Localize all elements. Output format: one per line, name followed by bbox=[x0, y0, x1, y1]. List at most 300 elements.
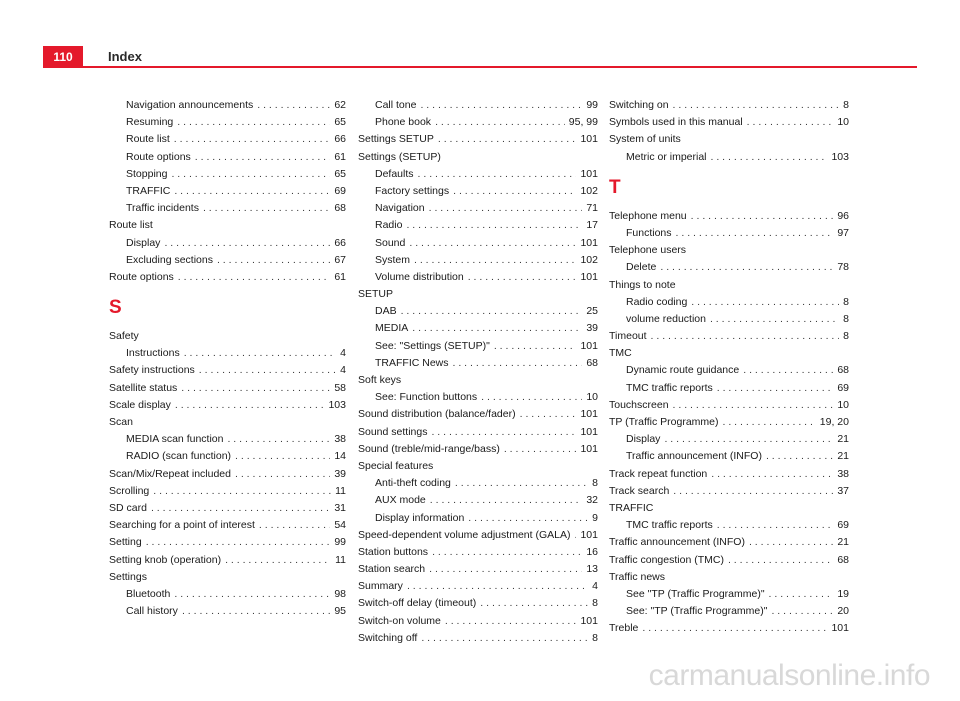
entry-page-ref: 97 bbox=[837, 226, 849, 239]
index-subentry bbox=[358, 303, 598, 320]
entry-label: Radio coding bbox=[626, 295, 688, 308]
entry-label: Timeout bbox=[609, 330, 647, 343]
index-subentry bbox=[109, 431, 346, 448]
index-subentry bbox=[358, 338, 598, 355]
index-column-2 bbox=[358, 97, 598, 647]
entry-page-ref: 37 bbox=[837, 484, 849, 497]
entry-label: Anti-theft coding bbox=[375, 477, 451, 490]
entry-page-ref: 101 bbox=[580, 236, 598, 249]
entry-label: Track repeat function bbox=[609, 467, 708, 480]
index-entry bbox=[358, 630, 598, 647]
dot-leader bbox=[723, 414, 816, 431]
entry-page-ref: 31 bbox=[334, 501, 346, 514]
entry-label: Traffic incidents bbox=[126, 202, 199, 215]
dot-leader bbox=[676, 225, 834, 242]
entry-label: Scale display bbox=[109, 398, 171, 411]
entry-page-ref: 95 bbox=[334, 605, 346, 618]
index-heading bbox=[609, 500, 849, 517]
section-letter-s: S bbox=[109, 297, 122, 319]
index-entry bbox=[109, 552, 346, 569]
dot-leader bbox=[453, 355, 583, 372]
entry-page-ref: 8 bbox=[592, 631, 598, 644]
dot-leader bbox=[660, 259, 833, 276]
entry-label: Delete bbox=[626, 261, 657, 274]
entry-label: Summary bbox=[358, 580, 403, 593]
entry-page-ref: 20 bbox=[837, 605, 849, 618]
dot-leader bbox=[504, 441, 577, 458]
dot-leader bbox=[574, 527, 576, 544]
entry-page-ref: 68 bbox=[837, 364, 849, 377]
entry-page-ref: 54 bbox=[334, 519, 346, 532]
dot-leader bbox=[747, 114, 834, 131]
index-heading bbox=[609, 131, 849, 148]
dot-leader bbox=[407, 578, 588, 595]
dot-leader bbox=[691, 208, 834, 225]
entry-page-ref: 103 bbox=[831, 150, 849, 163]
index-heading bbox=[109, 414, 346, 431]
entry-page-ref: 96 bbox=[837, 209, 849, 222]
entry-page-ref: 10 bbox=[586, 391, 598, 404]
index-heading bbox=[358, 372, 598, 389]
entry-label: TRAFFIC bbox=[609, 501, 654, 514]
index-subentry bbox=[609, 586, 849, 603]
dot-leader bbox=[184, 345, 336, 362]
entry-label: Settings (SETUP) bbox=[358, 150, 441, 163]
index-subentry bbox=[358, 389, 598, 406]
index-entry bbox=[609, 534, 849, 551]
dot-leader bbox=[717, 517, 834, 534]
dot-leader bbox=[673, 397, 834, 414]
dot-leader bbox=[691, 294, 839, 311]
index-heading bbox=[358, 149, 598, 166]
entry-page-ref: 21 bbox=[837, 450, 849, 463]
entry-label: Sound distribution (balance/fader) bbox=[358, 408, 516, 421]
entry-page-ref: 66 bbox=[334, 133, 346, 146]
index-subentry bbox=[109, 603, 346, 620]
dot-leader bbox=[432, 544, 582, 561]
entry-page-ref: 99 bbox=[586, 99, 598, 111]
entry-page-ref: 8 bbox=[592, 597, 598, 610]
index-entry bbox=[358, 561, 598, 578]
dot-leader bbox=[766, 448, 833, 465]
entry-page-ref: 8 bbox=[843, 330, 849, 343]
entry-label: Navigation bbox=[375, 202, 425, 215]
index-subentry bbox=[609, 294, 849, 311]
entry-label: Station buttons bbox=[358, 545, 429, 558]
entry-label: DAB bbox=[375, 305, 397, 318]
index-entry bbox=[609, 97, 849, 114]
entry-page-ref: 8 bbox=[843, 312, 849, 325]
dot-leader bbox=[642, 620, 827, 637]
dot-leader bbox=[430, 492, 583, 509]
entry-page-ref: 4 bbox=[340, 347, 346, 360]
entry-label: Station search bbox=[358, 563, 426, 576]
entry-label: Satellite status bbox=[109, 381, 178, 394]
entry-page-ref: 61 bbox=[334, 270, 346, 283]
dot-leader bbox=[728, 552, 833, 569]
index-subentry bbox=[358, 475, 598, 492]
entry-page-ref: 101 bbox=[580, 425, 598, 438]
index-entry bbox=[109, 397, 346, 414]
index-subentry bbox=[358, 269, 598, 286]
index-entry bbox=[358, 406, 598, 423]
entry-label: RADIO (scan function) bbox=[126, 450, 232, 463]
dot-leader bbox=[259, 517, 330, 534]
entry-label: System of units bbox=[609, 133, 681, 146]
index-entry bbox=[109, 534, 346, 551]
index-subentry bbox=[358, 510, 598, 527]
entry-label: volume reduction bbox=[626, 312, 706, 325]
entry-label: Telephone menu bbox=[609, 209, 687, 222]
entry-label: See: "Settings (SETUP)" bbox=[375, 339, 490, 352]
entry-page-ref: 78 bbox=[837, 261, 849, 274]
dot-leader bbox=[429, 561, 582, 578]
index-entry bbox=[358, 441, 598, 458]
entry-page-ref: 68 bbox=[837, 553, 849, 566]
dot-leader bbox=[710, 311, 839, 328]
dot-leader bbox=[438, 131, 577, 148]
entry-label: See: "TP (Traffic Programme)" bbox=[626, 605, 768, 618]
index-entry bbox=[609, 414, 849, 431]
entry-label: TRAFFIC bbox=[126, 184, 171, 197]
entry-label: Functions bbox=[626, 226, 672, 239]
entry-label: Settings SETUP bbox=[358, 133, 434, 146]
index-subentry bbox=[609, 225, 849, 242]
index-heading bbox=[109, 217, 346, 234]
index-entry bbox=[358, 131, 598, 148]
entry-page-ref: 62 bbox=[334, 99, 346, 111]
entry-label: MEDIA bbox=[375, 322, 409, 335]
dot-leader bbox=[153, 483, 331, 500]
entry-label: Setting knob (operation) bbox=[109, 553, 222, 566]
entry-page-ref: 101 bbox=[831, 622, 849, 635]
index-entry bbox=[609, 328, 849, 345]
index-subentry bbox=[109, 345, 346, 362]
index-entry bbox=[609, 208, 849, 225]
dot-leader bbox=[421, 630, 588, 647]
dot-leader bbox=[468, 510, 588, 527]
section-letter-t: T bbox=[609, 176, 621, 198]
entry-page-ref: 67 bbox=[334, 253, 346, 266]
index-entry bbox=[609, 397, 849, 414]
entry-page-ref: 58 bbox=[334, 381, 346, 394]
entry-label: SD card bbox=[109, 501, 147, 514]
index-subentry bbox=[109, 149, 346, 166]
entry-page-ref: 69 bbox=[837, 519, 849, 532]
index-subentry bbox=[358, 166, 598, 183]
entry-page-ref: 98 bbox=[334, 587, 346, 600]
dot-leader bbox=[406, 217, 582, 234]
index-entry bbox=[109, 362, 346, 379]
entry-label: TMC traffic reports bbox=[626, 519, 713, 532]
index-entry bbox=[609, 466, 849, 483]
dot-leader bbox=[664, 431, 833, 448]
entry-page-ref: 65 bbox=[334, 167, 346, 180]
dot-leader bbox=[195, 149, 331, 166]
index-entry bbox=[109, 380, 346, 397]
entry-label: Speed-dependent volume adjustment (GALA) bbox=[358, 528, 571, 541]
dot-leader bbox=[429, 200, 583, 217]
dot-leader bbox=[235, 448, 330, 465]
dot-leader bbox=[445, 613, 577, 630]
entry-page-ref: 68 bbox=[334, 202, 346, 215]
entry-page-ref: 95, 99 bbox=[568, 116, 598, 129]
dot-leader bbox=[455, 475, 588, 492]
entry-page-ref: 101 bbox=[580, 442, 598, 455]
entry-page-ref: 66 bbox=[334, 236, 346, 249]
page-title: Index bbox=[108, 49, 142, 64]
dot-leader bbox=[412, 320, 582, 337]
dot-leader bbox=[164, 235, 330, 252]
dot-leader bbox=[481, 389, 582, 406]
entry-label: Traffic announcement (INFO) bbox=[609, 536, 745, 549]
entry-label: Safety instructions bbox=[109, 364, 195, 377]
dot-leader bbox=[749, 534, 833, 551]
dot-leader bbox=[420, 97, 582, 114]
dot-leader bbox=[227, 431, 330, 448]
index-entry bbox=[358, 595, 598, 612]
entry-label: Things to note bbox=[609, 278, 676, 291]
dot-leader bbox=[181, 380, 330, 397]
entry-page-ref: 14 bbox=[334, 450, 346, 463]
entry-label: Defaults bbox=[375, 167, 414, 180]
dot-leader bbox=[409, 235, 576, 252]
entry-label: Radio bbox=[375, 219, 403, 232]
entry-page-ref: 4 bbox=[592, 580, 598, 593]
entry-label: Safety bbox=[109, 330, 139, 343]
entry-page-ref: 103 bbox=[328, 398, 346, 411]
entry-label: Switch-off delay (timeout) bbox=[358, 597, 477, 610]
index-subentry bbox=[109, 183, 346, 200]
index-subentry bbox=[358, 252, 598, 269]
index-subentry bbox=[109, 448, 346, 465]
entry-page-ref: 4 bbox=[340, 364, 346, 377]
index-heading bbox=[609, 569, 849, 586]
dot-leader bbox=[171, 166, 330, 183]
entry-label: TP (Traffic Programme) bbox=[609, 416, 719, 428]
dot-leader bbox=[203, 200, 330, 217]
dot-leader bbox=[174, 183, 330, 200]
index-subentry bbox=[609, 362, 849, 379]
index-subentry bbox=[109, 166, 346, 183]
entry-label: Volume distribution bbox=[375, 270, 464, 283]
dot-leader bbox=[711, 466, 833, 483]
dot-leader bbox=[435, 114, 565, 131]
entry-page-ref: 38 bbox=[837, 467, 849, 480]
entry-page-ref: 25 bbox=[586, 305, 598, 318]
entry-label: MEDIA scan function bbox=[126, 433, 224, 446]
index-subentry bbox=[609, 448, 849, 465]
entry-page-ref: 101 bbox=[580, 167, 598, 180]
index-subentry bbox=[109, 97, 346, 114]
dot-leader bbox=[178, 269, 331, 286]
entry-label: Sound bbox=[375, 236, 406, 249]
entry-label: Navigation announcements bbox=[126, 99, 254, 111]
index-subentry bbox=[109, 131, 346, 148]
index-entry bbox=[609, 483, 849, 500]
entry-page-ref: 39 bbox=[586, 322, 598, 335]
entry-label: Scan bbox=[109, 416, 133, 428]
entry-label: Excluding sections bbox=[126, 253, 213, 266]
entry-page-ref: 19, 20 bbox=[819, 416, 849, 428]
dot-leader bbox=[174, 586, 330, 603]
entry-label: Instructions bbox=[126, 347, 180, 360]
entry-label: Route list bbox=[109, 219, 153, 232]
watermark: carmanualsonline.info bbox=[648, 659, 930, 692]
index-entry bbox=[358, 578, 598, 595]
entry-label: TMC traffic reports bbox=[626, 381, 713, 394]
index-entry bbox=[109, 269, 346, 286]
entry-label: See "TP (Traffic Programme)" bbox=[626, 587, 765, 600]
entry-label: Scan/Mix/Repeat included bbox=[109, 467, 231, 480]
dot-leader bbox=[673, 483, 833, 500]
entry-label: Telephone users bbox=[609, 244, 687, 257]
entry-page-ref: 17 bbox=[586, 219, 598, 232]
index-subentry bbox=[358, 114, 598, 131]
index-subentry bbox=[358, 200, 598, 217]
index-entry bbox=[358, 527, 598, 544]
index-subentry bbox=[358, 492, 598, 509]
index-subentry bbox=[109, 235, 346, 252]
index-subentry bbox=[609, 431, 849, 448]
dot-leader bbox=[711, 149, 828, 166]
entry-page-ref: 11 bbox=[335, 484, 346, 497]
entry-label: Dynamic route guidance bbox=[626, 364, 740, 377]
index-entry bbox=[609, 114, 849, 131]
entry-label: Call history bbox=[126, 605, 178, 618]
entry-label: Track search bbox=[609, 484, 670, 497]
dot-leader bbox=[401, 303, 583, 320]
index-subentry bbox=[109, 586, 346, 603]
entry-page-ref: 19 bbox=[837, 587, 849, 600]
index-entry bbox=[609, 620, 849, 637]
entry-label: Special features bbox=[358, 459, 434, 472]
entry-page-ref: 8 bbox=[592, 477, 598, 490]
entry-label: SETUP bbox=[358, 288, 394, 301]
entry-page-ref: 9 bbox=[592, 511, 598, 524]
dot-leader bbox=[494, 338, 577, 355]
index-subentry bbox=[358, 355, 598, 372]
entry-page-ref: 101 bbox=[580, 408, 598, 421]
entry-label: Factory settings bbox=[375, 184, 450, 197]
dot-leader bbox=[177, 114, 330, 131]
dot-leader bbox=[480, 595, 588, 612]
entry-label: AUX mode bbox=[375, 494, 426, 507]
entry-page-ref: 101 bbox=[580, 614, 598, 627]
dot-leader bbox=[717, 380, 834, 397]
dot-leader bbox=[175, 397, 325, 414]
index-subentry bbox=[609, 311, 849, 328]
entry-label: Route list bbox=[126, 133, 170, 146]
entry-page-ref: 39 bbox=[334, 467, 346, 480]
dot-leader bbox=[182, 603, 330, 620]
index-subentry bbox=[609, 259, 849, 276]
entry-label: Switching off bbox=[358, 631, 418, 644]
entry-page-ref: 8 bbox=[843, 295, 849, 308]
index-subentry bbox=[109, 252, 346, 269]
entry-page-ref: 69 bbox=[837, 381, 849, 394]
dot-leader bbox=[235, 466, 330, 483]
index-subentry bbox=[609, 149, 849, 166]
entry-label: Switching on bbox=[609, 99, 669, 111]
index-entry bbox=[358, 613, 598, 630]
index-entry bbox=[358, 424, 598, 441]
entry-page-ref: 65 bbox=[334, 116, 346, 129]
entry-page-ref: 32 bbox=[586, 494, 598, 507]
entry-label: Display bbox=[126, 236, 161, 249]
dot-leader bbox=[414, 252, 576, 269]
entry-page-ref: 101 bbox=[580, 270, 598, 283]
index-subentry bbox=[109, 114, 346, 131]
dot-leader bbox=[673, 97, 840, 114]
index-column-3 bbox=[609, 97, 849, 637]
index-subentry bbox=[609, 603, 849, 620]
entry-label: Soft keys bbox=[358, 374, 402, 386]
entry-page-ref: 38 bbox=[334, 433, 346, 446]
entry-label: Display information bbox=[375, 511, 465, 524]
index-subentry bbox=[109, 200, 346, 217]
entry-page-ref: 101 bbox=[580, 528, 598, 541]
dot-leader bbox=[217, 252, 330, 269]
entry-page-ref: 71 bbox=[586, 202, 598, 215]
entry-page-ref: 21 bbox=[837, 536, 849, 549]
entry-page-ref: 61 bbox=[334, 150, 346, 163]
dot-leader bbox=[151, 500, 330, 517]
index-heading bbox=[609, 345, 849, 362]
dot-leader bbox=[174, 131, 331, 148]
dot-leader bbox=[199, 362, 336, 379]
entry-label: Setting bbox=[109, 536, 142, 549]
entry-label: Call tone bbox=[375, 99, 417, 111]
entry-page-ref: 99 bbox=[334, 536, 346, 549]
entry-page-ref: 10 bbox=[837, 398, 849, 411]
index-entry bbox=[109, 517, 346, 534]
entry-page-ref: 101 bbox=[580, 339, 598, 352]
entry-page-ref: 102 bbox=[580, 253, 598, 266]
entry-label: Stopping bbox=[126, 167, 168, 180]
index-entry bbox=[109, 500, 346, 517]
index-subentry bbox=[358, 97, 598, 114]
entry-page-ref: 21 bbox=[837, 433, 849, 446]
entry-label: Switch-on volume bbox=[358, 614, 441, 627]
entry-label: Metric or imperial bbox=[626, 150, 707, 163]
entry-page-ref: 16 bbox=[586, 545, 598, 558]
entry-label: Route options bbox=[109, 270, 174, 283]
dot-leader bbox=[520, 406, 577, 423]
dot-leader bbox=[651, 328, 840, 345]
dot-leader bbox=[225, 552, 331, 569]
entry-page-ref: 68 bbox=[586, 356, 598, 369]
index-entry bbox=[609, 552, 849, 569]
dot-leader bbox=[453, 183, 576, 200]
dot-leader bbox=[743, 362, 833, 379]
entry-label: Treble bbox=[609, 622, 639, 635]
index-column-1 bbox=[109, 97, 346, 620]
entry-page-ref: 13 bbox=[586, 563, 598, 576]
entry-label: Bluetooth bbox=[126, 587, 171, 600]
entry-page-ref: 101 bbox=[580, 133, 598, 146]
index-subentry bbox=[609, 517, 849, 534]
entry-label: Settings bbox=[109, 570, 147, 583]
dot-leader bbox=[468, 269, 577, 286]
entry-label: Display bbox=[626, 433, 661, 446]
dot-leader bbox=[418, 166, 577, 183]
dot-leader bbox=[257, 97, 330, 114]
index-subentry bbox=[358, 320, 598, 337]
index-heading bbox=[109, 328, 346, 345]
entry-label: Sound (treble/mid-range/bass) bbox=[358, 442, 500, 455]
page-header bbox=[0, 0, 960, 70]
